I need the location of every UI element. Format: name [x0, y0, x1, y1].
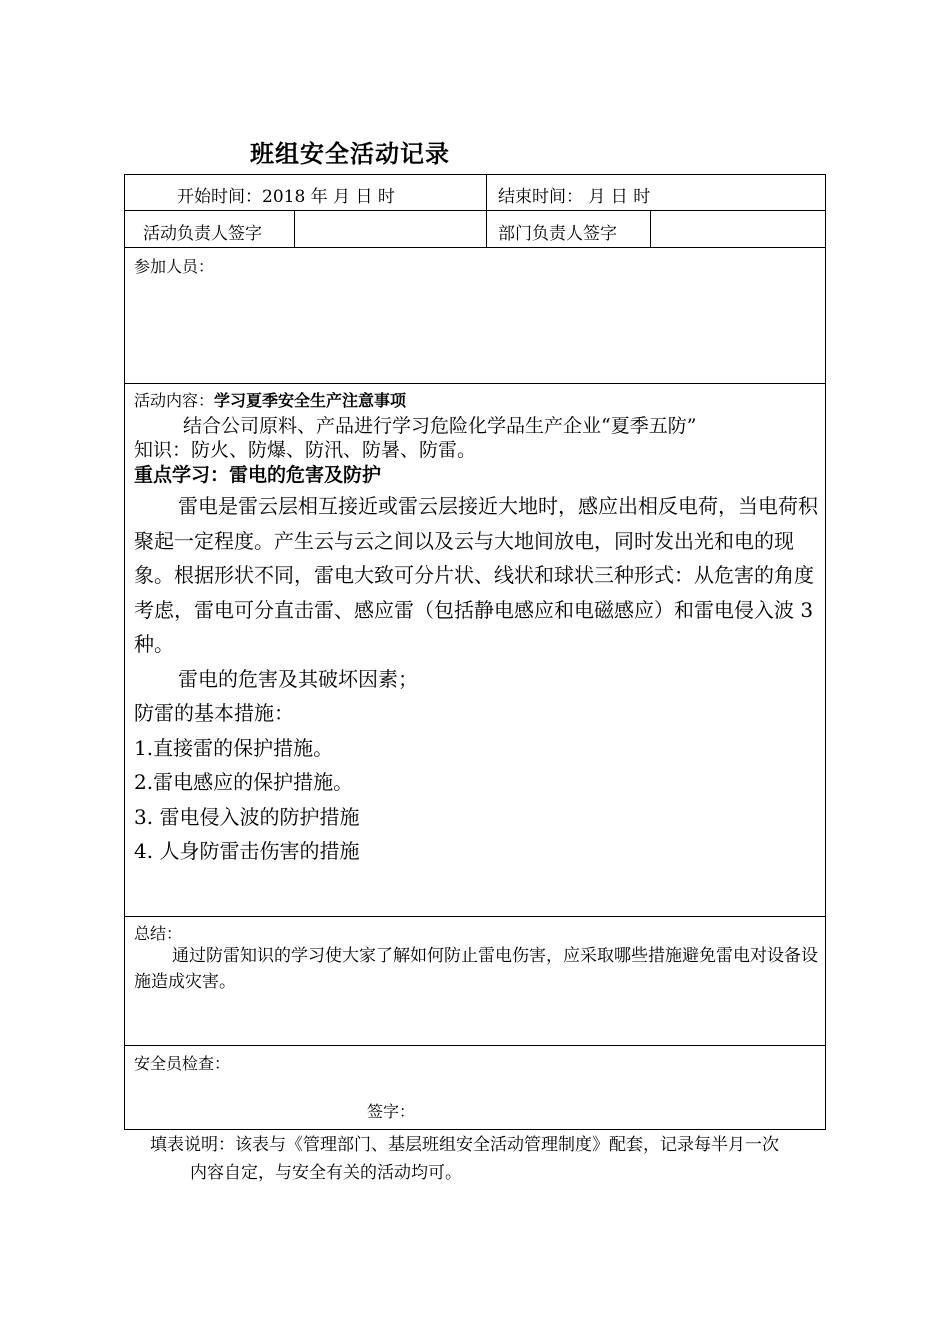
intro-line-1: 结合公司原料、产品进行学习危险化学品生产企业“夏季五防” [183, 415, 697, 437]
lightning-content-body [134, 489, 824, 869]
row-divider [125, 247, 825, 248]
measure-item: 1.直接雷的保护措施。 [134, 735, 334, 760]
lightning-paragraph: 雷电是雷云层相互接近或雷云层接近大地时，感应出相反电荷，当电荷积聚起一定程度。产生云与云之间以及云与大地间放电，同时发出光和电的现象。根据形状不同，雷电大致可分片状、线状和球状三种形式：从危害的角度考虑，雷电可分直击雷、感应雷（包括静电感应和电磁感应）和雷电侵入波 3 种。 [134, 494, 818, 656]
summary-text: 通过防雷知识的学习使大家了解如何防止雷电伤害，应采取哪些措施避免雷电对设备设施造成灾害。 [134, 946, 818, 992]
column-divider [486, 210, 487, 247]
measure-item: 4. 人身防雷击伤害的措施 [134, 839, 360, 863]
start-time-field[interactable]: 开始时间：2018 年 月 日 时 [177, 187, 395, 207]
activity-content-row [134, 388, 406, 411]
focus-heading: 重点学习：雷电的危害及防护 [134, 464, 382, 486]
form-instructions-line-2: 内容自定，与安全有关的活动均可。 [190, 1163, 462, 1183]
end-time-field[interactable]: 结束时间： 月 日 时 [498, 187, 651, 207]
summary-label: 总结： [134, 924, 183, 943]
row-divider [125, 1045, 825, 1046]
row-divider [125, 210, 825, 211]
column-divider [486, 175, 487, 210]
row-divider [125, 383, 825, 384]
form-instructions-line-1: 填表说明：该表与《管理部门、基层班组安全活动管理制度》配套，记录每半月一次 [150, 1135, 779, 1155]
page-title: 班组安全活动记录 [250, 140, 450, 168]
measure-item: 2.雷电感应的保护措施。 [134, 770, 354, 794]
hazard-paragraph: 雷电的危害及其破坏因素； [178, 666, 418, 691]
measures-heading: 防雷的基本措施： [134, 701, 294, 725]
safety-check-label: 安全员检查： [134, 1054, 231, 1073]
intro-line-2: 知识：防火、防爆、防汛、防暑、防雷。 [134, 439, 477, 461]
activity-content-label: 活动内容： [134, 391, 215, 410]
measure-item: 3. 雷电侵入波的防护措施 [134, 804, 360, 829]
activity-record-form [124, 174, 826, 1130]
row-divider [125, 916, 825, 917]
participants-field[interactable] [134, 275, 814, 375]
activity-lead-signature-label: 活动负责人签字 [143, 224, 262, 244]
column-divider [650, 210, 651, 247]
column-divider [294, 210, 295, 247]
activity-topic: 学习夏季安全生产注意事项 [214, 391, 407, 410]
signature-label: 签字： [367, 1102, 416, 1121]
dept-lead-signature-label: 部门负责人签字 [498, 224, 617, 244]
participants-label: 参加人员： [134, 257, 215, 276]
